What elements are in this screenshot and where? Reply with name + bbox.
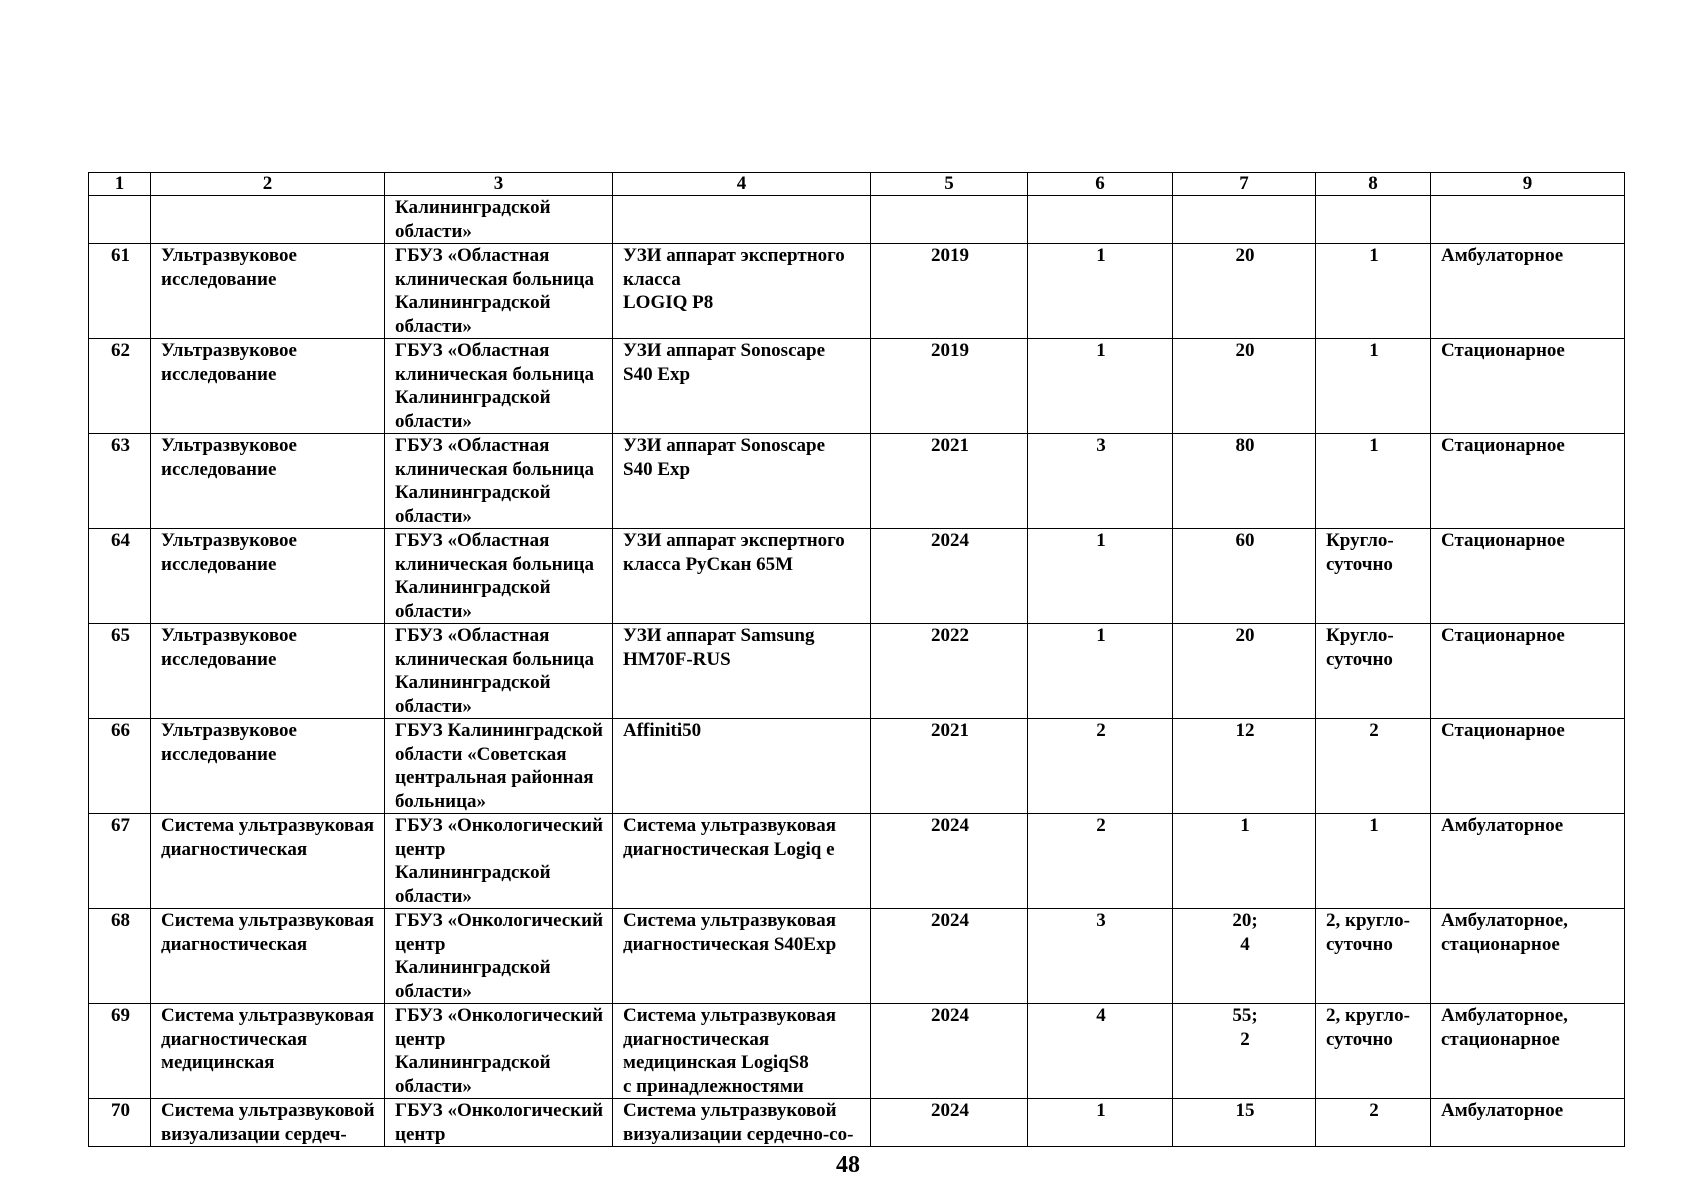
year: 2022 [871,624,1028,719]
column-6-value: 3 [1028,434,1173,529]
column-7-value: 15 [1173,1099,1316,1147]
study-type: Ультразвуковое исследование [151,434,385,529]
column-institution-header: 3 [385,173,613,196]
year: 2024 [871,909,1028,1004]
column-6-value: 1 [1028,1099,1173,1147]
table-row [89,244,1625,339]
mode: Стационарное [1431,434,1625,529]
study-type: Ультразвуковое исследование [151,719,385,814]
study-type: Ультразвуковое исследование [151,529,385,624]
column-7-value: 1 [1173,814,1316,909]
equipment: УЗИ аппарат Sonoscape S40 Exp [613,434,871,529]
table-cell [89,196,151,244]
table-row [89,719,1625,814]
table-row [89,339,1625,434]
table-cell [1316,196,1431,244]
institution: ГБУЗ «Областная клиническая больница Калининградской области» [385,244,613,339]
column-mode-header: 9 [1431,173,1625,196]
mode: Стационарное [1431,339,1625,434]
institution: ГБУЗ «Областная клиническая больница Калининградской области» [385,624,613,719]
year: 2021 [871,719,1028,814]
year: 2024 [871,529,1028,624]
equipment: УЗИ аппарат экспертного класса РуСкан 65М [613,529,871,624]
column-7-value: 55; 2 [1173,1004,1316,1099]
equipment: УЗИ аппарат Sonoscape S40 Exp [613,339,871,434]
equipment: УЗИ аппарат экспертного класса LOGIQ P8 [613,244,871,339]
column-7-value: 80 [1173,434,1316,529]
column-8-value: 2, кругло- суточно [1316,909,1431,1004]
column-number-header: 1 [89,173,151,196]
study-type: Ультразвуковое исследование [151,244,385,339]
institution: ГБУЗ «Онкологический центр Калининградской области» [385,1004,613,1099]
mode: Амбулаторное, стационарное [1431,1004,1625,1099]
column-8-value: 1 [1316,244,1431,339]
row-number: 68 [89,909,151,1004]
table-row [89,1004,1625,1099]
column-8-value: Кругло- суточно [1316,529,1431,624]
column-8-header: 8 [1316,173,1431,196]
study-type: Система ультразвуковая диагностическая [151,909,385,1004]
row-number: 69 [89,1004,151,1099]
equipment: Система ультразвуковая диагностическая Logiq e [613,814,871,909]
table-cell [613,196,871,244]
column-8-value: 2 [1316,1099,1431,1147]
row-number: 67 [89,814,151,909]
mode: Амбулаторное [1431,1099,1625,1147]
column-7-value: 60 [1173,529,1316,624]
column-8-value: 1 [1316,814,1431,909]
page-number: 48 [836,1152,860,1178]
institution: ГБУЗ «Областная клиническая больница Калининградской области» [385,529,613,624]
table-cell [1431,196,1625,244]
row-number: 66 [89,719,151,814]
column-year-header: 5 [871,173,1028,196]
table-row [89,529,1625,624]
column-7-value: 20 [1173,339,1316,434]
study-type: Система ультразвуковой визуализации сердеч- [151,1099,385,1147]
equipment-table [88,172,1625,1147]
table-cell [151,196,385,244]
table-cell [1173,196,1316,244]
institution: ГБУЗ Калининградской области «Советская центральная районная больница» [385,719,613,814]
row-number: 70 [89,1099,151,1147]
equipment: Система ультразвуковая диагностическая S40Exp [613,909,871,1004]
column-7-header: 7 [1173,173,1316,196]
column-6-value: 2 [1028,814,1173,909]
year: 2021 [871,434,1028,529]
table-row [89,624,1625,719]
row-number: 63 [89,434,151,529]
document-sheet [88,172,1624,1147]
equipment: Система ультразвуковая диагностическая медицинская LogiqS8 с принадлежностями [613,1004,871,1099]
column-7-value: 20 [1173,624,1316,719]
row-number: 62 [89,339,151,434]
study-type: Система ультразвуковая диагностическая [151,814,385,909]
equipment: УЗИ аппарат Samsung HM70F-RUS [613,624,871,719]
mode: Амбулаторное [1431,244,1625,339]
column-8-value: 1 [1316,339,1431,434]
year: 2019 [871,339,1028,434]
study-type: Ультразвуковое исследование [151,339,385,434]
equipment: Система ультразвуковой визуализации сердечно-со- [613,1099,871,1147]
column-7-value: 20; 4 [1173,909,1316,1004]
column-6-value: 1 [1028,244,1173,339]
institution: ГБУЗ «Онкологический центр Калининградской области» [385,909,613,1004]
column-6-value: 1 [1028,624,1173,719]
column-7-value: 20 [1173,244,1316,339]
year: 2024 [871,1099,1028,1147]
column-6-value: 2 [1028,719,1173,814]
year: 2024 [871,1004,1028,1099]
mode: Стационарное [1431,624,1625,719]
column-equipment-header: 4 [613,173,871,196]
table-row [89,814,1625,909]
year: 2019 [871,244,1028,339]
table-row [89,434,1625,529]
study-type: Ультразвуковое исследование [151,624,385,719]
table-cell [1028,196,1173,244]
column-6-value: 1 [1028,339,1173,434]
column-6-value: 4 [1028,1004,1173,1099]
mode: Амбулаторное, стационарное [1431,909,1625,1004]
column-6-value: 1 [1028,529,1173,624]
institution: ГБУЗ «Областная клиническая больница Калининградской области» [385,434,613,529]
mode: Стационарное [1431,529,1625,624]
column-8-value: 2, кругло- суточно [1316,1004,1431,1099]
column-8-value: Кругло- суточно [1316,624,1431,719]
column-8-value: 1 [1316,434,1431,529]
institution: ГБУЗ «Онкологический центр [385,1099,613,1147]
mode: Амбулаторное [1431,814,1625,909]
column-8-value: 2 [1316,719,1431,814]
institution: ГБУЗ «Онкологический центр Калининградской области» [385,814,613,909]
continuation-row [89,196,1625,244]
table-cell [871,196,1028,244]
header-row [89,173,1625,196]
equipment: Affiniti50 [613,719,871,814]
column-6-value: 3 [1028,909,1173,1004]
table-row [89,1099,1625,1147]
year: 2024 [871,814,1028,909]
column-6-header: 6 [1028,173,1173,196]
table-cell: Калининградской области» [385,196,613,244]
mode: Стационарное [1431,719,1625,814]
row-number: 61 [89,244,151,339]
study-type: Система ультразвуковая диагностическая медицинская [151,1004,385,1099]
row-number: 65 [89,624,151,719]
column-7-value: 12 [1173,719,1316,814]
row-number: 64 [89,529,151,624]
column-study-type-header: 2 [151,173,385,196]
institution: ГБУЗ «Областная клиническая больница Калининградской области» [385,339,613,434]
table-row [89,909,1625,1004]
